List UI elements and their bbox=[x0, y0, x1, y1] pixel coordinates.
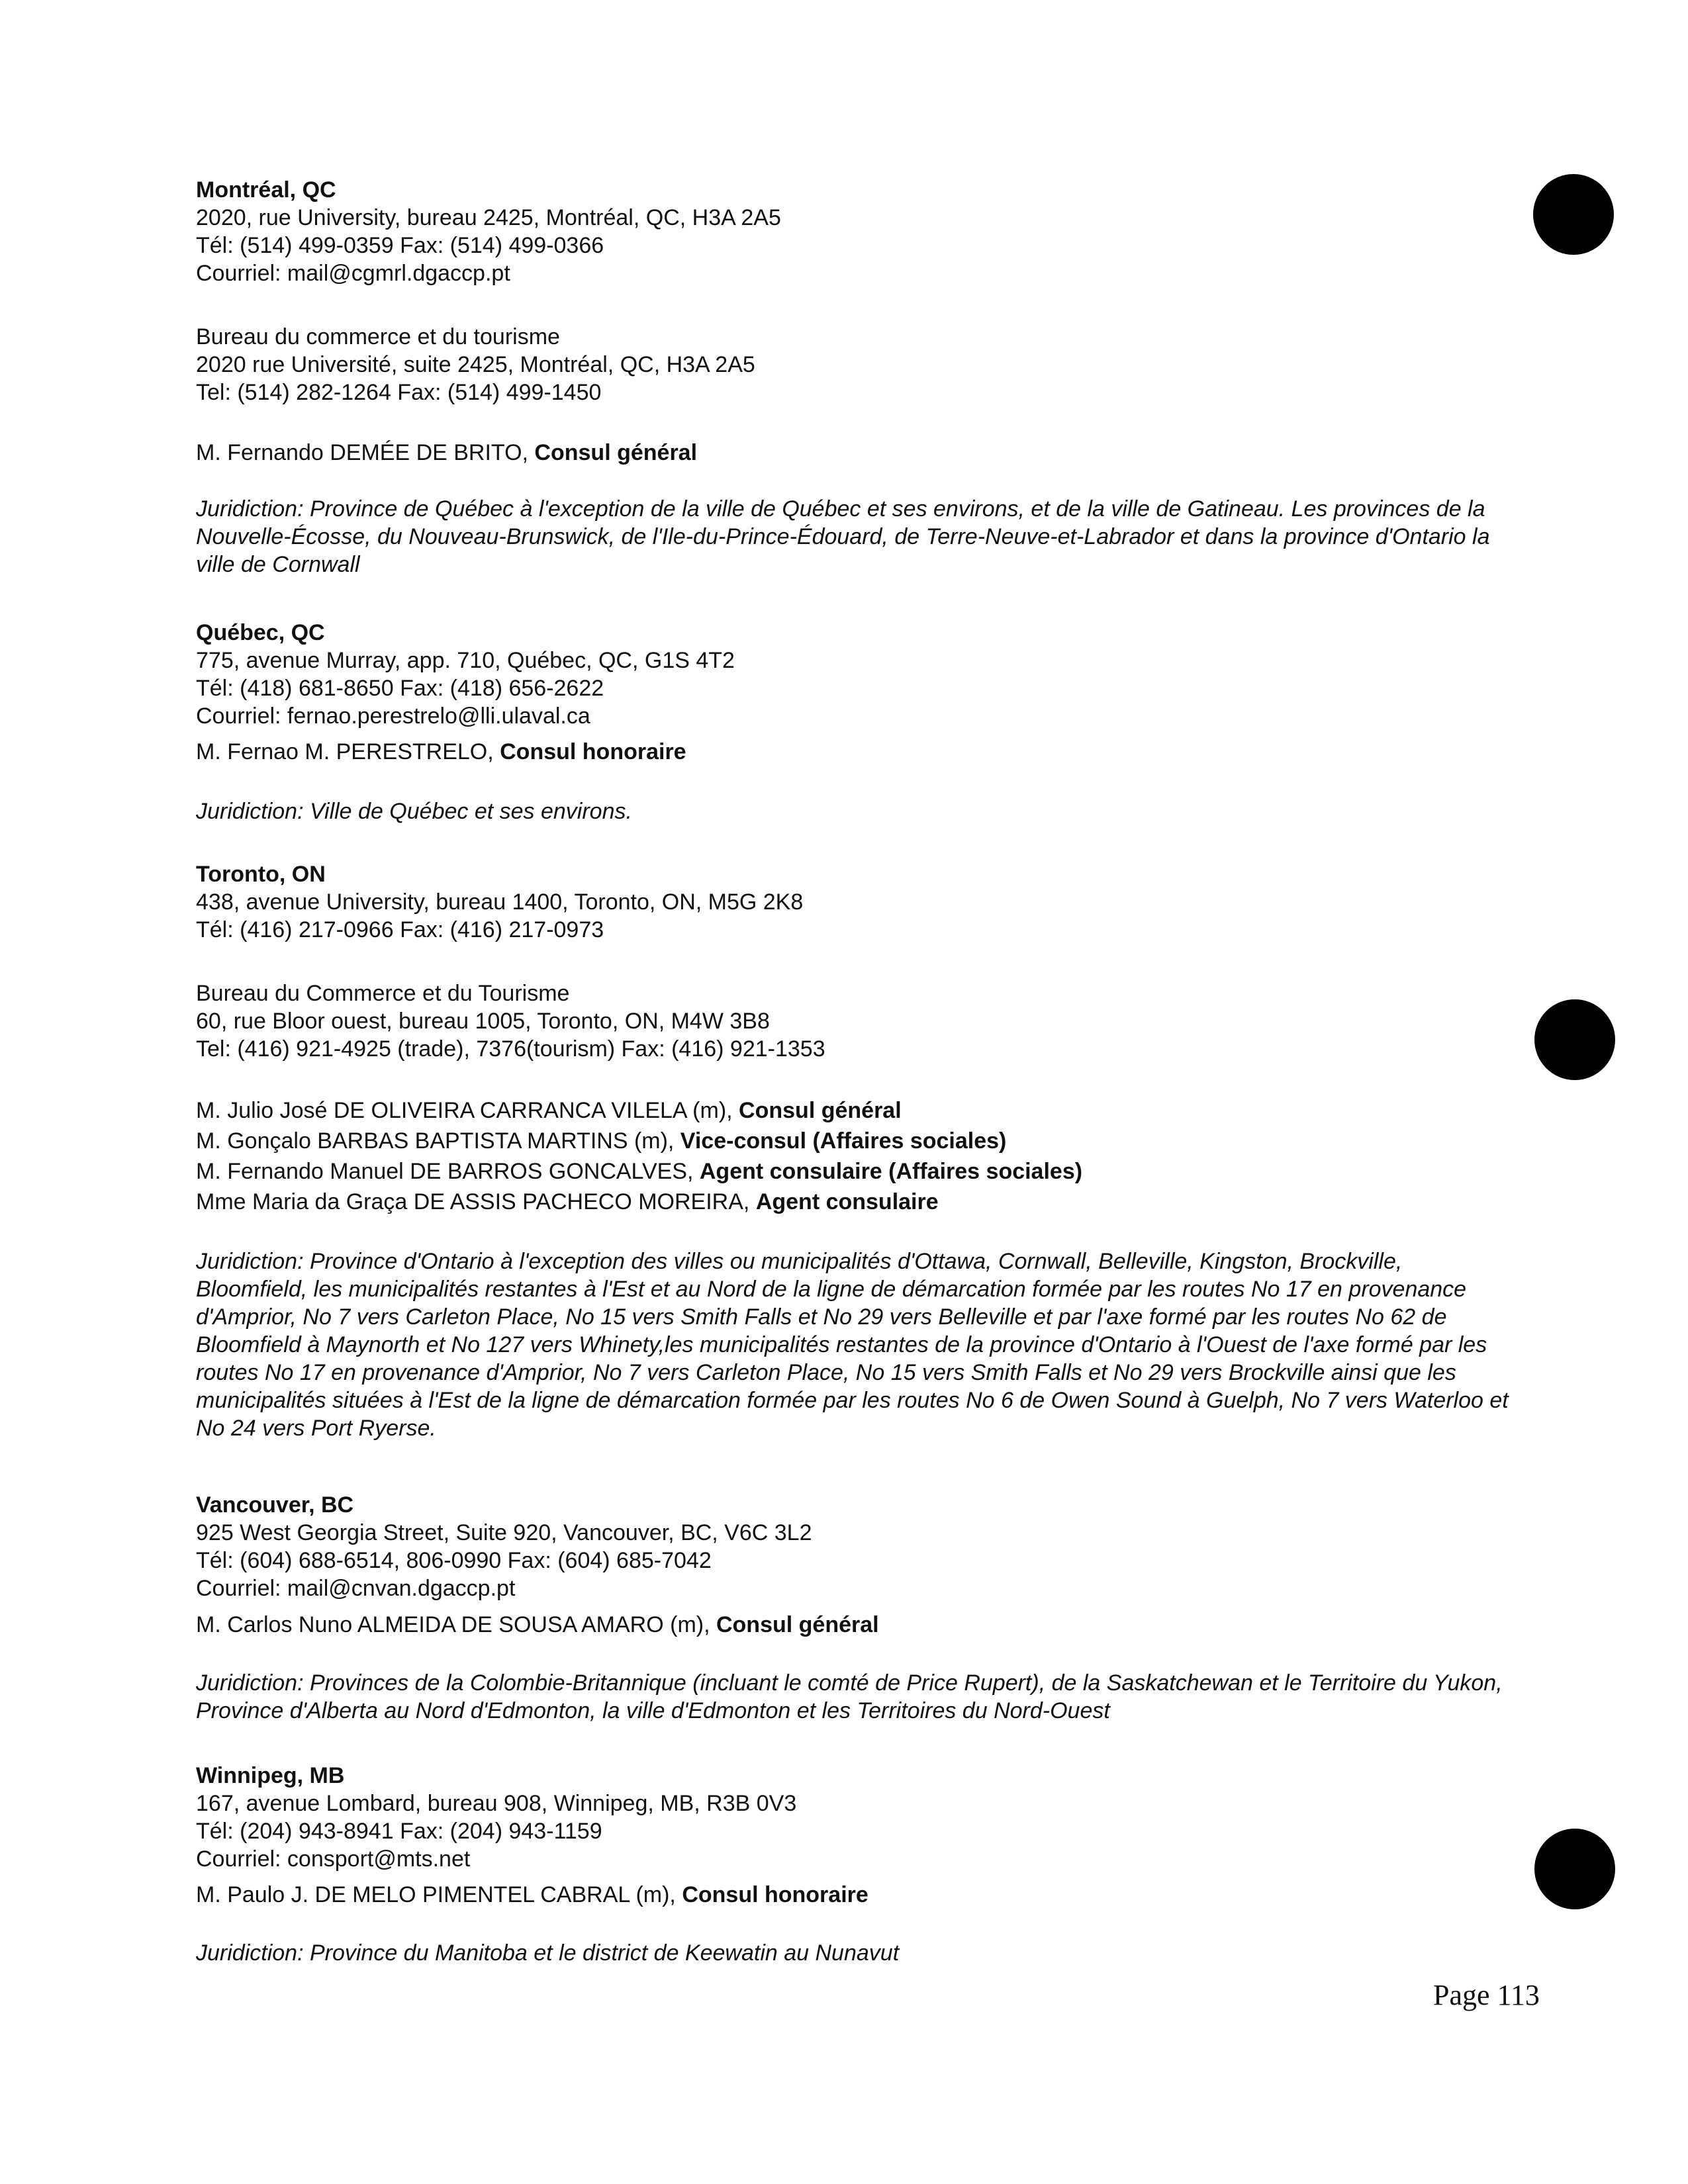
person-name: M. Paulo J. DE MELO PIMENTEL CABRAL (m), bbox=[196, 1882, 682, 1907]
section-title: Montréal, QC bbox=[196, 177, 336, 203]
person-role: Consul honoraire bbox=[500, 739, 686, 764]
person-line bbox=[196, 439, 1513, 467]
jurisdiction-toronto: Juridiction: Province d'Ontario à l'exception des villes ou municipalités d'Ottawa, Cornwall, Belleville, Kingston, Brockville, Bloomfield, les municipalités restantes à l'Est et au Nord de la ligne de démarcation formée par les routes No 17 en provenance d'Amprior, No 7 vers Carleton Place, No 15 vers Smith Falls et No 29 vers Belleville et par l'axe formé par les routes No 62 de Bloomfield à Maynorth et No 127 vers Whinety,les municipalités restantes de la province d'Ontario à l'Ouest de l'axe formé par les routes No 17 en provenance d'Amprior, No 7 vers Carleton Place, No 15 vers Smith Falls et No 29 vers Brockville ainsi que les municipalités situées à l'Est de la ligne de démarcation formée par les routes No 6 de Owen Sound à Guelph, No 7 vers Waterloo et No 24 vers Port Ryerse. bbox=[196, 1249, 1509, 1441]
persons-toronto bbox=[196, 1095, 1513, 1217]
person-line bbox=[196, 1611, 1513, 1639]
phone-line: Tél: (204) 943-8941 Fax: (204) 943-1159 bbox=[196, 1819, 602, 1844]
address-line: 925 West Georgia Street, Suite 920, Vancouver, BC, V6C 3L2 bbox=[196, 1520, 812, 1545]
office-toronto bbox=[196, 979, 1513, 1063]
persons-montreal bbox=[196, 439, 1513, 467]
office-montreal bbox=[196, 323, 1513, 406]
punch-hole-middle bbox=[1534, 999, 1615, 1080]
person-name: M. Gonçalo BARBAS BAPTISTA MARTINS (m), bbox=[196, 1128, 680, 1154]
punch-hole-top bbox=[1533, 174, 1614, 255]
office-address: 2020 rue Université, suite 2425, Montréal, QC, H3A 2A5 bbox=[196, 352, 755, 377]
persons-winnipeg bbox=[196, 1881, 1513, 1909]
email-line: Courriel: consport@mts.net bbox=[196, 1846, 471, 1872]
email-line: Courriel: fernao.perestrelo@lli.ulaval.ca bbox=[196, 704, 590, 729]
persons-quebec bbox=[196, 738, 1513, 766]
person-name: M. Julio José DE OLIVEIRA CARRANCA VILELA (m), bbox=[196, 1098, 739, 1123]
phone-line: Tél: (514) 499-0359 Fax: (514) 499-0366 bbox=[196, 233, 604, 258]
person-line bbox=[196, 1126, 1513, 1156]
phone-line: Tél: (416) 217-0966 Fax: (416) 217-0973 bbox=[196, 917, 604, 942]
person-name: M. Fernao M. PERESTRELO, bbox=[196, 739, 500, 764]
person-name: M. Fernando DEMÉE DE BRITO, bbox=[196, 440, 535, 465]
section-title: Vancouver, BC bbox=[196, 1492, 354, 1518]
person-line bbox=[196, 1156, 1513, 1187]
section-title: Winnipeg, MB bbox=[196, 1763, 345, 1788]
person-role: Consul général bbox=[739, 1098, 902, 1123]
person-role: Agent consulaire (Affaires sociales) bbox=[699, 1159, 1083, 1184]
section-quebec bbox=[196, 619, 1513, 730]
person-name: M. Carlos Nuno ALMEIDA DE SOUSA AMARO (m), bbox=[196, 1612, 716, 1637]
office-phone: Tel: (416) 921-4925 (trade), 7376(tourism) Fax: (416) 921-1353 bbox=[196, 1036, 825, 1062]
office-name: Bureau du commerce et du tourisme bbox=[196, 324, 560, 349]
section-winnipeg bbox=[196, 1762, 1513, 1873]
section-vancouver bbox=[196, 1491, 1513, 1602]
page-number: Page 113 bbox=[1433, 1979, 1540, 2011]
section-toronto bbox=[196, 860, 1513, 944]
person-role: Consul général bbox=[716, 1612, 879, 1637]
person-line bbox=[196, 738, 1513, 766]
person-role: Consul honoraire bbox=[682, 1882, 868, 1907]
email-line: Courriel: mail@cnvan.dgaccp.pt bbox=[196, 1576, 516, 1601]
email-line: Courriel: mail@cgmrl.dgaccp.pt bbox=[196, 261, 510, 286]
address-line: 167, avenue Lombard, bureau 908, Winnipeg, MB, R3B 0V3 bbox=[196, 1791, 797, 1816]
person-line bbox=[196, 1095, 1513, 1126]
jurisdiction-montreal: Juridiction: Province de Québec à l'exception de la ville de Québec et ses environs, et de la ville de Gatineau. Les provinces de la Nouvelle-Écosse, du Nouveau-Brunswick, de l'Ile-du-Prince-Édouard, de Terre-Neuve-et-Labrador et dans la province d'Ontario la ville de Cornwall bbox=[196, 496, 1490, 577]
jurisdiction-quebec: Juridiction: Ville de Québec et ses environs. bbox=[196, 799, 632, 824]
address-line: 438, avenue University, bureau 1400, Toronto, ON, M5G 2K8 bbox=[196, 889, 804, 915]
jurisdiction-vancouver: Juridiction: Provinces de la Colombie-Britannique (incluant le comté de Price Rupert), de la Saskatchewan et le Territoire du Yukon, Province d'Alberta au Nord d'Edmonton, la ville d'Edmonton et les Territoires du Nord-Ouest bbox=[196, 1670, 1503, 1723]
person-line bbox=[196, 1881, 1513, 1909]
jurisdiction-winnipeg: Juridiction: Province du Manitoba et le district de Keewatin au Nunavut bbox=[196, 1940, 900, 1966]
office-address: 60, rue Bloor ouest, bureau 1005, Toronto, ON, M4W 3B8 bbox=[196, 1009, 770, 1034]
person-name: Mme Maria da Graça DE ASSIS PACHECO MOREIRA, bbox=[196, 1189, 756, 1214]
office-name: Bureau du Commerce et du Tourisme bbox=[196, 981, 570, 1006]
person-line bbox=[196, 1187, 1513, 1217]
section-montreal bbox=[196, 176, 1513, 287]
phone-line: Tél: (418) 681-8650 Fax: (418) 656-2622 bbox=[196, 676, 604, 701]
phone-line: Tél: (604) 688-6514, 806-0990 Fax: (604) 685-7042 bbox=[196, 1548, 712, 1573]
section-title: Toronto, ON bbox=[196, 862, 326, 887]
address-line: 2020, rue University, bureau 2425, Montréal, QC, H3A 2A5 bbox=[196, 205, 781, 230]
address-line: 775, avenue Murray, app. 710, Québec, QC, G1S 4T2 bbox=[196, 648, 735, 673]
person-role: Agent consulaire bbox=[755, 1189, 939, 1214]
person-name: M. Fernando Manuel DE BARROS GONCALVES, bbox=[196, 1159, 700, 1184]
person-role: Consul général bbox=[534, 440, 698, 465]
office-phone: Tel: (514) 282-1264 Fax: (514) 499-1450 bbox=[196, 380, 602, 405]
section-title: Québec, QC bbox=[196, 620, 325, 645]
punch-hole-bottom bbox=[1534, 1829, 1615, 1909]
persons-vancouver bbox=[196, 1611, 1513, 1639]
person-role: Vice-consul (Affaires sociales) bbox=[680, 1128, 1007, 1154]
